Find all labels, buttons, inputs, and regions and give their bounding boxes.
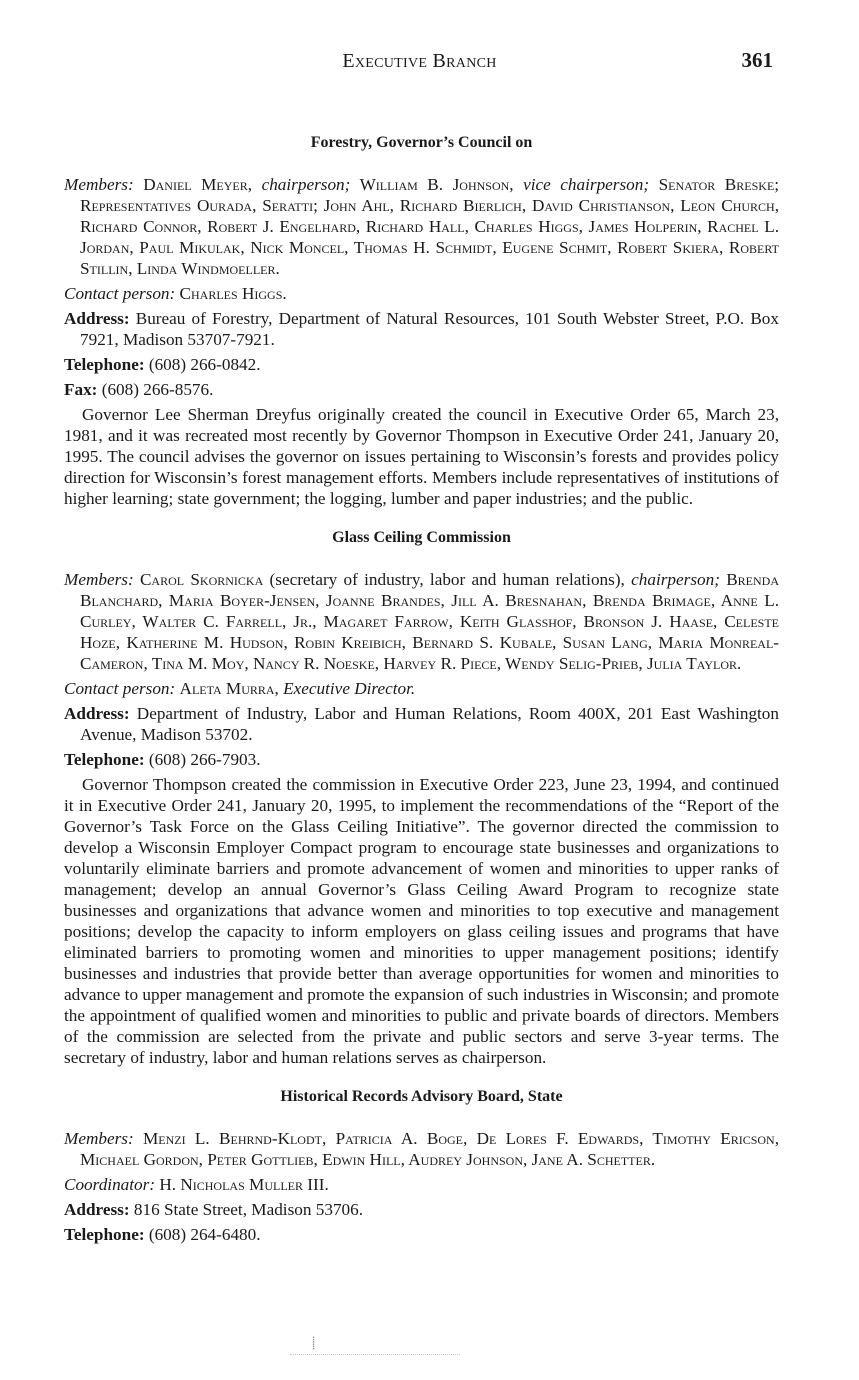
members-names: Brenda Blanchard, Maria Boyer-Jensen, Joanne Brandes, Jill A. Bresnahan, Brenda Brimage, Anne L. Curley, Walter C. Farrell, Jr., Magaret Farrow, Keith Glasshof, Bronson J. Haase, Celeste Hoze, Katherine M. Hudson, Robin Kreibich, Bernard S. Kubale, Susan Lang, Maria Monreal-Cameron, Tina M. Moy, Nancy R. Noeske, Harvey R. Piece, Wendy Selig-Prieb, Julia Taylor.	[80, 570, 780, 673]
section-description: Governor Lee Sherman Dreyfus originally created the council in Executive Order 65, March 23, 1981, and it was recreated most recently by Governor Thompson in Executive Order 241, January 20, 1995. The council advises the governor on issues pertaining to Wisconsin’s forests and provides policy direction for Wisconsin’s forest management efforts. Members include representatives of institutions of higher learning; state government; the logging, lumber and paper industries; and the public.	[64, 405, 779, 508]
telephone-value: (608) 266-0842.	[148, 355, 261, 374]
contact-label: Contact person:	[64, 679, 176, 698]
member-role: chairperson;	[631, 570, 720, 589]
address-value: Bureau of Forestry, Department of Natural Resources, 101 South Webster Street, P.O. Box 7921, Madison 53707-7921.	[80, 309, 779, 349]
scan-speck-icon: ⸽	[312, 1336, 316, 1350]
member-role: chairperson;	[261, 175, 351, 194]
members-entry	[64, 174, 779, 279]
telephone-value: (608) 266-7903.	[148, 750, 261, 769]
address-value: Department of Industry, Labor and Human Relations, Room 400X, 201 East Washington Avenue, Madison 53702.	[80, 704, 779, 744]
address-label: Address:	[64, 704, 130, 723]
telephone-label: Telephone:	[64, 355, 145, 374]
address-entry	[64, 1199, 779, 1220]
members-note: (secretary of industry, labor and human relations),	[263, 570, 632, 589]
fax-label: Fax:	[64, 380, 98, 399]
section-glass-ceiling	[64, 527, 779, 1068]
telephone-label: Telephone:	[64, 750, 145, 769]
section-title: Historical Records Advisory Board, State	[280, 1088, 563, 1105]
running-head	[0, 50, 859, 78]
section-title: Forestry, Governor’s Council on	[310, 134, 533, 151]
contact-value: Charles Higgs.	[179, 284, 287, 303]
running-title: Executive Branch	[342, 50, 497, 72]
members-names: William B. Johnson,	[350, 175, 524, 194]
members-label: Members:	[64, 570, 134, 589]
section-forestry-council	[64, 132, 779, 509]
address-entry	[64, 308, 779, 350]
page-content	[64, 132, 779, 1263]
contact-role: Executive Director.	[283, 679, 416, 698]
scan-artifact	[290, 1330, 470, 1360]
coordinator-entry	[64, 1174, 779, 1195]
members-names: Senator Breske; Representatives Ourada, Seratti; John Ahl, Richard Bierlich, David Christianson, Leon Church, Richard Connor, Robert J. Engelhard, Richard Hall, Charles Higgs, James Holperin, Rachel L. Jordan, Paul Mikulak, Nick Moncel, Thomas H. Schmidt, Eugene Schmit, Robert Skiera, Robert Stillin, Linda Windmoeller.	[80, 175, 780, 278]
contact-entry	[64, 678, 779, 699]
telephone-value: (608) 264-6480.	[148, 1225, 261, 1244]
members-names: Carol Skornicka	[139, 570, 264, 589]
telephone-entry	[64, 1224, 779, 1245]
section-description: Governor Thompson created the commission in Executive Order 223, June 23, 1994, and continued it in Executive Order 241, January 20, 1995, to implement the recommendations of the “Report of the Governor’s Task Force on the Glass Ceiling Initiative”. The governor directed the commission to develop a Wisconsin Employer Compact program to encourage state businesses and organizations to voluntarily eliminate barriers and promote advancement of women and minorities to upper ranks of management; develop an annual Governor’s Glass Ceiling Award Program to recognize state businesses and organizations that advance women and minorities to top executive and management positions; develop the capacity to inform employers on glass ceiling issues and programs that have eliminated barriers to promoting women and minorities to upper management positions; identify businesses and industries that provide better than average opportunities for women and minorities to advance to upper management and promote the expansion of such industries in Wisconsin; and promote the appointment of qualified women and minorities to public and private boards of directors. Members of the commission are selected from the private and public sectors and serve 3-year terms. The secretary of industry, labor and human relations serves as chairperson.	[64, 775, 779, 1067]
contact-entry	[64, 283, 779, 304]
fax-entry	[64, 379, 779, 400]
fax-value: (608) 266-8576.	[101, 380, 214, 399]
address-entry	[64, 703, 779, 745]
address-label: Address:	[64, 309, 130, 328]
address-label: Address:	[64, 1200, 130, 1219]
member-role: vice chairperson;	[523, 175, 650, 194]
coordinator-value: H. Nicholas Muller III.	[159, 1175, 329, 1194]
telephone-entry	[64, 749, 779, 770]
members-names: Daniel Meyer,	[143, 175, 262, 194]
members-entry	[64, 1128, 779, 1170]
section-historical-records	[64, 1086, 779, 1245]
telephone-entry	[64, 354, 779, 375]
telephone-label: Telephone:	[64, 1225, 145, 1244]
contact-value: Aleta Murra,	[179, 679, 279, 698]
members-label: Members:	[64, 1129, 134, 1148]
members-entry	[64, 569, 779, 674]
scan-dotted-line	[290, 1354, 460, 1355]
page-number: 361	[741, 48, 773, 72]
address-value: 816 State Street, Madison 53706.	[133, 1200, 364, 1219]
section-title: Glass Ceiling Commission	[332, 529, 511, 546]
members-names: Menzi L. Behrnd-Klodt, Patricia A. Boge, De Lores F. Edwards, Timothy Ericson, Michael Gordon, Peter Gottlieb, Edwin Hill, Audrey Johnson, Jane A. Schetter.	[80, 1129, 780, 1169]
coordinator-label: Coordinator:	[64, 1175, 156, 1194]
contact-label: Contact person:	[64, 284, 176, 303]
members-label: Members:	[64, 175, 134, 194]
